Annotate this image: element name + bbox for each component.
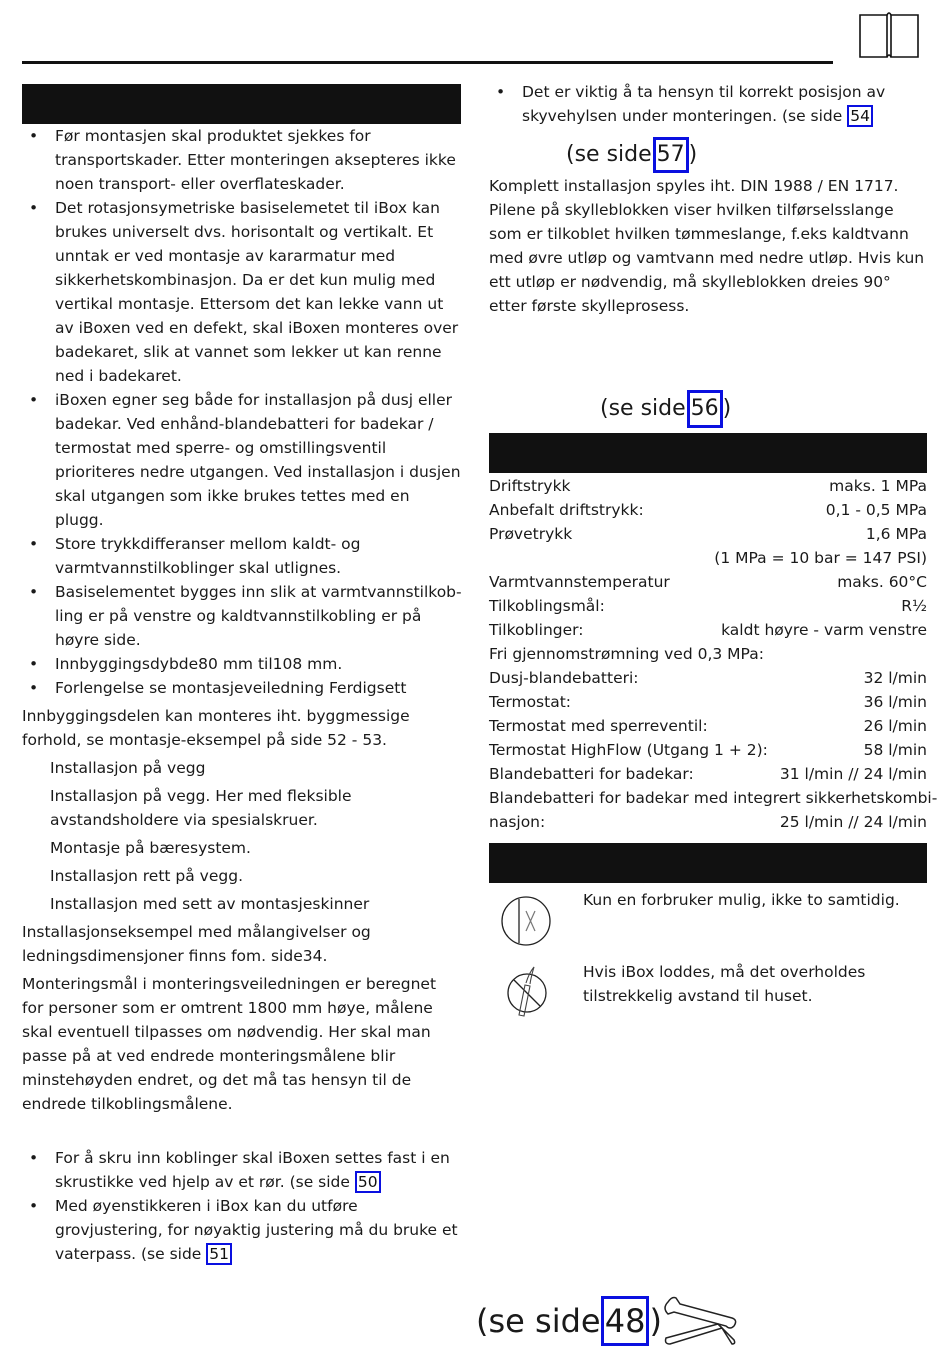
level-note-text: Med øyenstikkeren i iBox kan du utføre grovjustering, for nøyaktig justering må du bruke et vaterpass. (se side [55,1197,458,1263]
row-label: Dusj-blandebatteri: [489,669,639,687]
list-item: • Basiselementet bygges inn slik at varmtvannstilkob-ling er på venstre og kaldtvannstilkobling er på høyre side. [22,580,462,652]
page-link-54[interactable]: 54 [847,105,873,127]
row-value: 31 l/min // 24 l/min [779,765,927,783]
table-row [489,594,927,618]
page-link-48[interactable]: 48 [601,1296,650,1346]
list-item [22,1194,462,1266]
see-label: (se side [600,396,686,421]
no-soldering-icon [503,965,553,1021]
table-row [489,666,927,690]
install-option: Montasje på bæresystem. [50,839,251,857]
list-item: • Før montasjen skal produktet sjekkes for transportskader. Etter monteringen aksepteres ikke noen transport- eller overflateskader. [22,124,462,196]
table-row [489,522,927,546]
row-label: Fri gjennomstrømning ved 0,3 MPa: [489,645,764,663]
tech-data-table [489,474,938,834]
sleeve-note-list [489,80,889,128]
table-row [489,498,927,522]
installation-notes-list [22,124,462,700]
see-page-48 [476,1296,662,1346]
close-paren: ) [688,142,698,167]
single-consumer-note: Kun en forbruker mulig, ikke to samtidig. [583,891,900,909]
section-header-bar-left [22,84,461,124]
tools-icon [660,1296,740,1350]
list-item: • Innbyggingsdybde80 mm til108 mm. [22,652,462,676]
sleeve-note-text: Det er viktig å ta hensyn til korrekt posisjon av skyvehylsen under monteringen. (se side [522,83,886,125]
table-row [489,690,927,714]
install-option: Installasjon på vegg [50,759,206,777]
row-label: Termostat: [489,693,572,711]
table-row [489,762,927,786]
row-value: maks. 60°C [837,573,927,591]
row-label: Varmtvannstemperatur [489,573,670,591]
row-value: 36 l/min [863,693,927,711]
table-row [489,474,927,498]
table-row: Blandebatteri for badekar med integrert sikkerhetskombi- [489,789,938,807]
see-label: (se side [566,142,652,167]
table-row [489,618,927,642]
row-value: 32 l/min [863,669,927,687]
table-row [489,642,927,666]
page-link-57[interactable]: 57 [653,137,689,173]
list-item [489,80,889,128]
row-value: 26 l/min [863,717,927,735]
section-header-bar-notes [489,843,927,883]
row-value: R½ [901,597,927,615]
left-column [22,124,462,1116]
section-header-bar-tech [489,433,927,473]
header-rule [22,61,833,64]
soldering-note: Hvis iBox loddes, må det overholdes tilstrekkelig avstand til huset. [583,963,866,1005]
table-row [489,810,927,834]
close-paren: ) [722,396,732,421]
row-label: Blandebatteri for badekar: [489,765,694,783]
table-row [489,570,927,594]
see-page-57 [566,136,697,174]
row-value: kaldt høyre - varm venstre [721,621,927,639]
flush-paragraph: Komplett installasjon spyles iht. DIN 1988 / EN 1717. Pilene på skylleblokken viser hvilken tilførselsslange som er tilkoblet hvilken tømmeslange, f.eks kaldtvann med øvre utløp og vamtvann med nedre utløp. Hvis kun ett utløp er nødvendig, må skylleblokken dreies 90° etter første skylleprosess. [489,177,925,315]
row-value: maks. 1 MPa [829,477,927,495]
row-value: 0,1 - 0,5 MPa [825,501,927,519]
single-consumer-icon [499,894,553,948]
row-label: nasjon: [489,813,546,831]
install-option: Installasjon på vegg. Her med fleksible avstandsholdere via spesialskruer. [50,787,352,829]
row-value: 25 l/min // 24 l/min [779,813,927,831]
list-item: • Det rotasjonsymetriske basiselemetet til iBox kan brukes universelt dvs. horisontalt og vertikalt. Et unntak er ved montasje av kararmatur med sikkerhetskombinasjon. Da er det kun mulig med vertikal montasje. Ettersom det kan lekke vann ut av iBoxen ved en defekt, skal iBoxen monteres over badekaret, slik at vannet som lekker ut kan renne ned i badekaret. [22,196,462,388]
page-link-50[interactable]: 50 [355,1171,381,1193]
row-value: 1,6 MPa [865,525,927,543]
row-label: Driftstrykk [489,477,571,495]
row-label: Termostat med sperreventil: [489,717,708,735]
open-book-icon [858,9,920,59]
assembly-notes-list [22,1146,462,1266]
row-label: Tilkoblingsmål: [489,597,605,615]
page-link-56[interactable]: 56 [687,390,723,428]
row-value: 58 l/min [863,741,927,759]
mounting-paragraph: Innbyggingsdelen kan monteres iht. byggmessige forhold, se montasje-eksempel på side 52 - 53. [22,707,410,749]
row-label: Anbefalt driftstrykk: [489,501,644,519]
list-item: • Store trykkdifferanser mellom kaldt- og varmtvannstilkoblinger skal utlignes. [22,532,462,580]
list-item: • iBoxen egner seg både for installasjon på dusj eller badekar. Ved enhånd-blandebatteri for badekar / termostat med sperre- og omstillingsventil prioriteres nedre utgangen. Ved installasjon i dusjen skal utgangen som ikke brukes tettes med en plugg. [22,388,462,532]
row-label: Termostat HighFlow (Utgang 1 + 2): [489,741,768,759]
see-label: (se side [476,1302,601,1340]
table-row [489,546,927,570]
dimensions-paragraph: Monteringsmål i monteringsveiledningen er beregnet for personer som er omtrent 1800 mm høye, målene skal eventuell tilpasses om nødvendig. Her skal man passe på at ved endrede monteringsmålene blir minstehøyden endret, og det må tas hensyn til de endrede tilkoblingsmålene. [22,975,437,1113]
example-paragraph: Installasjonseksempel med målangivelser og ledningsdimensjoner finns fom. side34. [22,923,371,965]
list-item [22,1146,462,1194]
table-row [489,714,927,738]
row-label: Tilkoblinger: [489,621,584,639]
see-page-56 [600,390,731,428]
page-link-51[interactable]: 51 [206,1243,232,1265]
install-option: Installasjon med sett av montasjeskinner [50,895,370,913]
row-value: (1 MPa = 10 bar = 147 PSI) [714,549,927,567]
close-paren: ) [649,1302,662,1340]
table-row [489,738,927,762]
list-item: • Forlengelse se montasjeveiledning Ferdigsett [22,676,462,700]
row-label: Prøvetrykk [489,525,573,543]
install-option: Installasjon rett på vegg. [50,867,244,885]
vise-note-text: For å skru inn koblinger skal iBoxen settes fast i en skrustikke ved hjelp av et rør. (se side [55,1149,450,1191]
